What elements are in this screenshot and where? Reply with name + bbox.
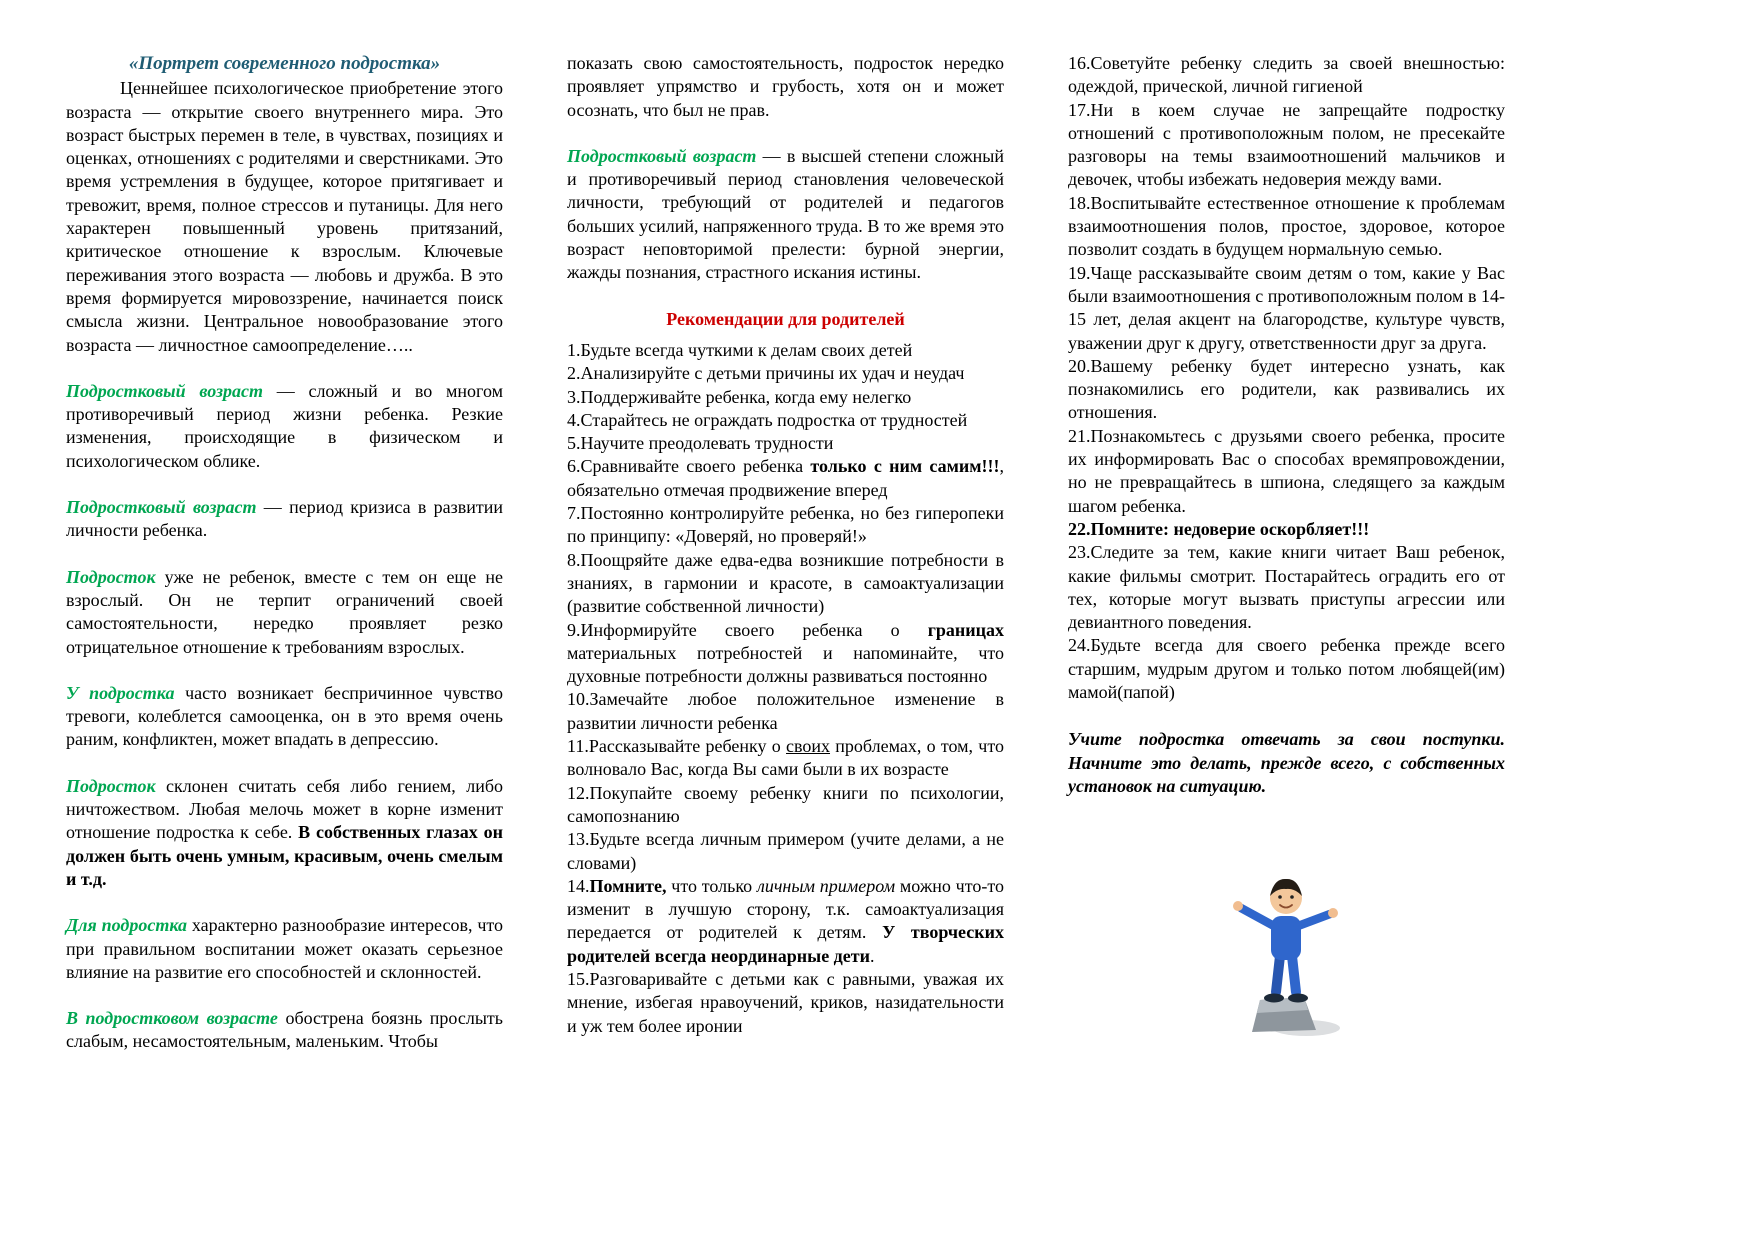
- text-run: 21.Познакомьтесь с друзьями своего ребенка, просите их информировать Вас о способах времяпровождении, но не превращайтесь в шпиона, следящего за каждым шагом ребенка.: [1068, 425, 1505, 516]
- text-run: Учите подростка отвечать за свои поступки. Начните это делать, прежде всего, с собственных установок на ситуацию.: [1068, 729, 1505, 796]
- text-run: В собственных глазах он должен быть очень умным, красивым, очень смелым и т.д.: [66, 822, 503, 889]
- text-run: 15.Разговаривайте с детьми как с равными, уважая их мнение, избегая нравоучений, криков, назидательности и уж тем более иронии: [567, 968, 1004, 1036]
- text-run: 6.Сравнивайте своего ребенка: [567, 456, 811, 477]
- boy-on-rock-clipart: [1224, 864, 1344, 1044]
- text-run: своих: [786, 736, 831, 757]
- text-run: Ценнейшее психологическое приобретение этого возраста — открытие своего внутреннего мира. Это возраст быстрых перемен в теле, в чувствах, позициях и оценках, отношениях с родителями и сверстниками. Это время устремления в будущее, которое притягивает и тревожит, время, полное стрессов и путаницы. Для него характерен повышенный уровень притязаний, критическое отношение к взрослым. Ключевые переживания этого возраста — любовь и дружба. В это время формируется мировоззрение, начинается поиск смысла жизни. Центральное новообразование этого возраста — личностное самоопределение…..: [66, 78, 503, 355]
- text-run: Подросток: [66, 775, 156, 796]
- brochure-title: [66, 52, 503, 75]
- list-item: [567, 455, 1004, 502]
- text-run: Рекомендации для родителей: [666, 308, 905, 329]
- text-run: .: [870, 945, 875, 966]
- text-run: 11.Рассказывайте ребенку о: [567, 736, 787, 757]
- text-run: характерно разнообразие интересов, что при правильном воспитании может оказать серьезное влияние на развитие его способностей и склонностей.: [66, 915, 503, 982]
- list-item: [1068, 262, 1505, 355]
- intro-paragraph: [66, 77, 503, 357]
- list-item: [567, 688, 1004, 735]
- text-run: Для подростка: [66, 915, 188, 936]
- text-run: 2.Анализируйте с детьми причины их удач и неудач: [567, 363, 965, 384]
- text-run: 23.Следите за тем, какие книги читает Ваш ребенок, какие фильмы смотрит. Постарайтесь оградить его от тех, которые могут вызвать приступы агрессии или девиантного поведения.: [1068, 542, 1505, 633]
- text-run: 1.Будьте всегда чуткими к делам своих детей: [567, 339, 913, 360]
- text-run: проблемах, о том, что волновало Вас, когда Вы сами были в их возрасте: [567, 736, 1004, 780]
- text-run: 20.Вашему ребенку будет интересно узнать, как познакомились его родители, как развивались их отношения.: [1068, 355, 1505, 423]
- paragraph: [66, 1007, 503, 1054]
- text-run: личным примером: [756, 875, 896, 896]
- continuation-paragraph: [567, 52, 1004, 122]
- text-run: границах: [927, 619, 1004, 640]
- text-run: Подростковый возраст: [66, 380, 263, 401]
- text-run: 4.Старайтесь не ограждать подростка от трудностей: [567, 409, 968, 430]
- list-item: [567, 968, 1004, 1038]
- list-item: [567, 339, 1004, 362]
- recommendations-heading: [567, 308, 1004, 331]
- list-item: [567, 549, 1004, 619]
- text-run: 13.Будьте всегда личным примером (учите делами, а не словами): [567, 829, 1004, 873]
- paragraph: [66, 914, 503, 984]
- text-run: только с ним самим!!!: [810, 456, 1000, 477]
- list-item: [1068, 355, 1505, 425]
- text-run: У подростка: [66, 682, 175, 703]
- text-run: 18.Воспитывайте естественное отношение к проблемам взаимоотношения полов, простое, здоровое, которое позволит создать в будущем нормальную семью.: [1068, 192, 1505, 260]
- list-item: [567, 619, 1004, 689]
- text-run: 7.Постоянно контролируйте ребенка, но без гиперопеки по принципу: «Доверяй, но проверяй!»: [567, 503, 1004, 547]
- text-run: 5.Научите преодолевать трудности: [567, 433, 834, 454]
- list-item: [567, 432, 1004, 455]
- list-item: [1068, 541, 1505, 634]
- text-run: Подростковый возраст: [66, 497, 257, 518]
- text-run: можно что-то изменит в лучшую сторону, т.к. самоактуализация передается от родителей к детям.: [567, 875, 1004, 943]
- text-run: — период кризиса в развитии личности ребенка.: [66, 497, 504, 541]
- list-item: [1068, 518, 1505, 541]
- text-run: «Портрет современного подростка»: [128, 53, 441, 74]
- text-run: Подростковый возраст: [567, 145, 757, 166]
- list-item: [567, 362, 1004, 385]
- text-run: часто возникает беспричинное чувство тревоги, колеблется самооценка, он в это время очень раним, конфликтен, может впадать в депрессию.: [66, 682, 503, 750]
- text-run: 19.Чаще рассказывайте своим детям о том, какие у Вас были взаимоотношения с противоположным полом в 14-15 лет, делая акцент на благородстве, культуре чувств, уважении друг к другу, ответственности друг за друга.: [1068, 262, 1505, 353]
- text-run: 10.Замечайте любое положительное изменение в развитии личности ребенка: [567, 689, 1004, 733]
- text-run: что только: [666, 875, 757, 896]
- list-item: [1068, 99, 1505, 192]
- text-run: 8.Поощряйте даже едва-едва возникшие потребности в знаниях, в гармонии и красоте, в самоактуализации (развитие собственной личности): [567, 549, 1004, 617]
- list-item: [1068, 425, 1505, 518]
- list-item: [567, 828, 1004, 875]
- paragraph: [567, 145, 1004, 285]
- list-item: [567, 386, 1004, 409]
- text-run: 22.Помните: недоверие оскорбляет!!!: [1068, 518, 1370, 539]
- paragraph: [66, 380, 503, 473]
- text-run: — сложный и во многом противоречивый период жизни ребенка. Резкие изменения, происходящие в физическом и психологическом облике.: [66, 380, 503, 471]
- text-run: обострена боязнь прослыть слабым, несамостоятельным, маленьким. Чтобы: [66, 1008, 504, 1052]
- text-run: 9.Информируйте своего ребенка о: [567, 619, 928, 640]
- paragraph: [66, 496, 503, 543]
- text-run: 12.Покупайте своему ребенку книги по психологии, самопознанию: [567, 782, 1004, 826]
- text-run: 24.Будьте всегда для своего ребенка прежде всего старшим, мудрым другом и только потом любящей(им) мамой(папой): [1068, 635, 1505, 703]
- list-item: [567, 735, 1004, 782]
- column-2: [567, 52, 1004, 1077]
- list-item: [1068, 52, 1505, 99]
- text-run: , обязательно отмечая продвижение вперед: [567, 456, 1004, 500]
- list-item: [567, 875, 1004, 968]
- boy-clipart-svg: [1224, 864, 1344, 1039]
- list-item: [567, 502, 1004, 549]
- text-run: — в высшей степени сложный и противоречивый период становления человеческой личности, требующий от родителей и педагогов больших усилий, напряженного труда. В то же время это возраст неповторимой прелести: бурной энергии, жажды познания, страстного искания истины.: [567, 145, 1004, 283]
- list-item: [1068, 192, 1505, 262]
- list-item: [567, 782, 1004, 829]
- text-run: Подросток: [66, 566, 156, 587]
- text-run: 16.Советуйте ребенку следить за своей внешностью: одеждой, прической, личной гигиеной: [1068, 53, 1505, 97]
- text-run: склонен считать себя либо гением, либо ничтожеством. Любая мелочь может в корне изменит отношение подростка к себе.: [66, 775, 503, 843]
- text-run: В подростковом возрасте: [66, 1008, 278, 1029]
- list-item: [567, 409, 1004, 432]
- paragraph: [66, 775, 503, 891]
- text-run: показать свою самостоятельность, подросток нередко проявляет упрямство и грубость, хотя он и может осознать, что был не прав.: [567, 53, 1004, 120]
- text-run: У творческих родителей всегда неординарные дети: [567, 922, 1004, 966]
- paragraph: [66, 682, 503, 752]
- text-run: уже не ребенок, вместе с тем он еще не взрослый. Он не терпит ограничений своей самостоятельности, нередко проявляет резко отрицательное отношение к требованиям взрослых.: [66, 566, 503, 657]
- rock: [1252, 997, 1316, 1032]
- closing-note: [1068, 728, 1505, 798]
- text-run: материальных потребностей и напоминайте, что духовные потребности должны развиваться постоянно: [567, 642, 1004, 687]
- text-run: Помните,: [589, 875, 667, 896]
- text-run: 17.Ни в коем случае не запрещайте подростку отношений с противоположным полом, не пресекайте разговоры на темы взаимоотношений мальчиков и девочек, чтобы избежать недоверия между вами.: [1068, 99, 1505, 190]
- list-item: [1068, 634, 1505, 704]
- text-run: 3.Поддерживайте ребенка, когда ему нелегко: [567, 386, 912, 407]
- boy-figure: [1233, 879, 1338, 1003]
- text-run: 14.: [567, 875, 590, 896]
- column-1: [66, 52, 503, 1077]
- paragraph: [66, 566, 503, 659]
